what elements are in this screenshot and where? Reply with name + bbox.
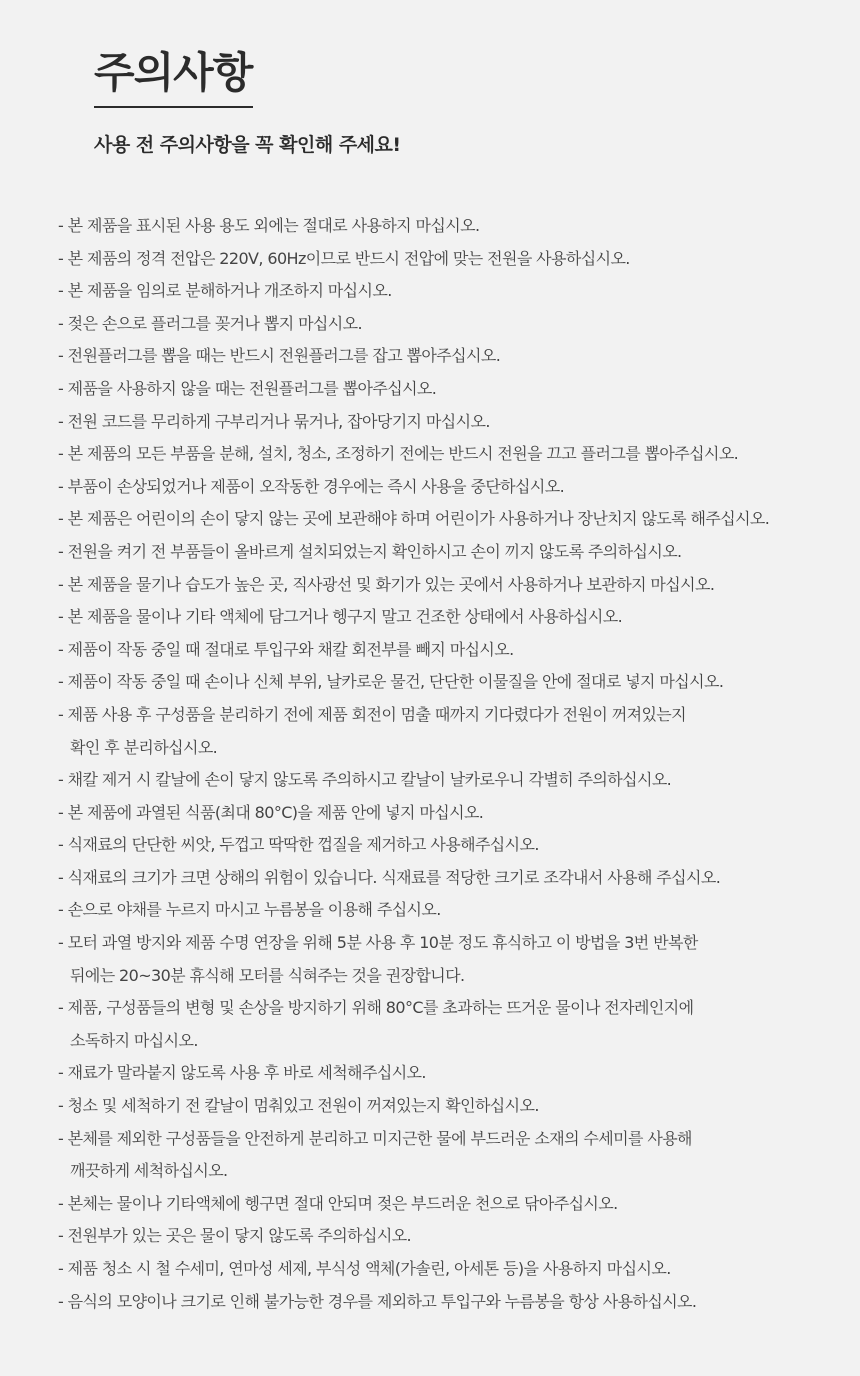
- title-underline: [94, 106, 253, 108]
- notice-item: [58, 1123, 848, 1188]
- notice-text: - 제품 사용 후 구성품을 분리하기 전에 제품 회전이 멈출 때까지 기다렸다가 전원이 꺼져있는지: [58, 704, 687, 724]
- notice-text: - 제품 청소 시 철 수세미, 연마성 세제, 부식성 액체(가솔린, 아세톤 등)을 사용하지 마십시오.: [58, 1259, 671, 1278]
- page-title: 주의사항: [94, 48, 253, 97]
- notice-item: [58, 862, 848, 895]
- notice-text: - 모터 과열 방지와 제품 수명 연장을 위해 5분 사용 후 10분 정도 휴식하고 이 방법을 3번 반복한: [58, 933, 698, 953]
- notice-text: - 전원플러그를 뽑을 때는 반드시 전원플러그를 잡고 뽑아주십시오.: [58, 346, 501, 366]
- page-subtitle: 사용 전 주의사항을 꼭 확인해 주세요!: [94, 134, 401, 156]
- notice-item: [58, 797, 848, 830]
- notice-text: - 채칼 제거 시 칼날에 손이 닿지 않도록 주의하시고 칼날이 날카로우니 각별히 주의하십시오.: [58, 770, 672, 790]
- notice-text: - 본체를 제외한 구성품들을 안전하게 분리하고 미지근한 물에 부드러운 소재의 수세미를 사용해: [58, 1128, 692, 1148]
- notice-item: [58, 634, 848, 667]
- notice-item: [58, 503, 848, 536]
- notice-text: - 손으로 야채를 누르지 마시고 누름봉을 이용해 주십시오.: [58, 900, 441, 920]
- notice-text: - 본 제품의 정격 전압은 220V, 60Hz이므로 반드시 전압에 맞는 전원을 사용하십시오.: [58, 248, 630, 268]
- notice-text: - 본 제품을 물이나 기타 액체에 담그거나 헹구지 말고 건조한 상태에서 사용하십시오.: [58, 607, 623, 627]
- notice-item: [58, 471, 848, 504]
- notice-item: [58, 764, 848, 797]
- notice-text: - 식재료의 단단한 씨앗, 두껍고 딱딱한 껍질을 제거하고 사용해주십시오.: [58, 835, 539, 855]
- notice-item: [58, 275, 848, 308]
- notice-text: - 제품이 작동 중일 때 절대로 투입구와 채칼 회전부를 빼지 마십시오.: [58, 639, 514, 659]
- notice-text: - 본 제품을 임의로 분해하거나 개조하지 마십시오.: [58, 281, 392, 301]
- notice-text: - 전원 코드를 무리하게 구부리거나 묶거나, 잡아당기지 마십시오.: [58, 411, 490, 431]
- notice-item: [58, 666, 848, 699]
- notice-text: - 본 제품은 어린이의 손이 닿지 않는 곳에 보관해야 하며 어린이가 사용하거나 장난치지 않도록 해주십시오.: [58, 509, 770, 529]
- notice-text: - 제품을 사용하지 않을 때는 전원플러그를 뽑아주십시오.: [58, 378, 437, 398]
- notice-text-continued: 확인 후 분리하십시오.: [70, 737, 218, 757]
- notice-item: [58, 699, 848, 764]
- notice-text: - 본 제품의 모든 부품을 분해, 설치, 청소, 조정하기 전에는 반드시 전원을 끄고 플러그를 뽑아주십시오.: [58, 444, 739, 464]
- notice-list: [58, 210, 848, 1318]
- notice-item: [58, 1220, 848, 1253]
- notice-text-continued: 소독하지 마십시오.: [70, 1030, 198, 1050]
- notice-item: [58, 210, 848, 243]
- notice-item: [58, 1090, 848, 1123]
- notice-text: - 식재료의 크기가 크면 상해의 위험이 있습니다. 식재료를 적당한 크기로 조각내서 사용해 주십시오.: [58, 867, 721, 887]
- notice-item: [58, 1286, 848, 1319]
- notice-item: [58, 1253, 848, 1286]
- notice-item: [58, 927, 848, 992]
- notice-text: - 본 제품을 물기나 습도가 높은 곳, 직사광선 및 화기가 있는 곳에서 사용하거나 보관하지 마십시오.: [58, 574, 715, 594]
- notice-text: - 본 제품에 과열된 식품(최대 80°C)을 제품 안에 넣지 마십시오.: [58, 802, 484, 822]
- notice-text: - 재료가 말라붙지 않도록 사용 후 바로 세척해주십시오.: [58, 1063, 426, 1083]
- notice-header: [94, 44, 401, 157]
- notice-text: - 젖은 손으로 플러그를 꽂거나 뽑지 마십시오.: [58, 313, 362, 333]
- notice-item: [58, 536, 848, 569]
- notice-item: [58, 601, 848, 634]
- notice-text: - 제품이 작동 중일 때 손이나 신체 부위, 날카로운 물건, 단단한 이물질을 안에 절대로 넣지 마십시오.: [58, 672, 724, 692]
- notice-text: - 전원부가 있는 곳은 물이 닿지 않도록 주의하십시오.: [58, 1226, 412, 1246]
- notice-item: [58, 894, 848, 927]
- notice-item: [58, 438, 848, 471]
- notice-text: - 청소 및 세척하기 전 칼날이 멈춰있고 전원이 꺼져있는지 확인하십시오.: [58, 1096, 539, 1116]
- notice-text: - 음식의 모양이나 크기로 인해 불가능한 경우를 제외하고 투입구와 누름봉을 항상 사용하십시오.: [58, 1291, 697, 1311]
- notice-text: - 본 제품을 표시된 사용 용도 외에는 절대로 사용하지 마십시오.: [58, 216, 480, 235]
- notice-text: - 전원을 켜기 전 부품들이 올바르게 설치되었는지 확인하시고 손이 끼지 않도록 주의하십시오.: [58, 541, 682, 561]
- notice-item: [58, 340, 848, 373]
- notice-item: [58, 308, 848, 341]
- notice-item: [58, 243, 848, 276]
- notice-text: - 부품이 손상되었거나 제품이 오작동한 경우에는 즉시 사용을 중단하십시오.: [58, 476, 565, 496]
- notice-item: [58, 1057, 848, 1090]
- notice-item: [58, 406, 848, 439]
- notice-text: - 본체는 물이나 기타액체에 헹구면 절대 안되며 젖은 부드러운 천으로 닦아주십시오.: [58, 1193, 618, 1213]
- notice-text-continued: 깨끗하게 세척하십시오.: [70, 1161, 228, 1181]
- notice-item: [58, 1188, 848, 1221]
- notice-item: [58, 373, 848, 406]
- notice-item: [58, 569, 848, 602]
- notice-item: [58, 992, 848, 1057]
- notice-text-continued: 뒤에는 20~30분 휴식해 모터를 식혀주는 것을 권장합니다.: [70, 965, 465, 985]
- notice-item: [58, 829, 848, 862]
- notice-text: - 제품, 구성품들의 변형 및 손상을 방지하기 위해 80°C를 초과하는 뜨거운 물이나 전자레인지에: [58, 998, 694, 1018]
